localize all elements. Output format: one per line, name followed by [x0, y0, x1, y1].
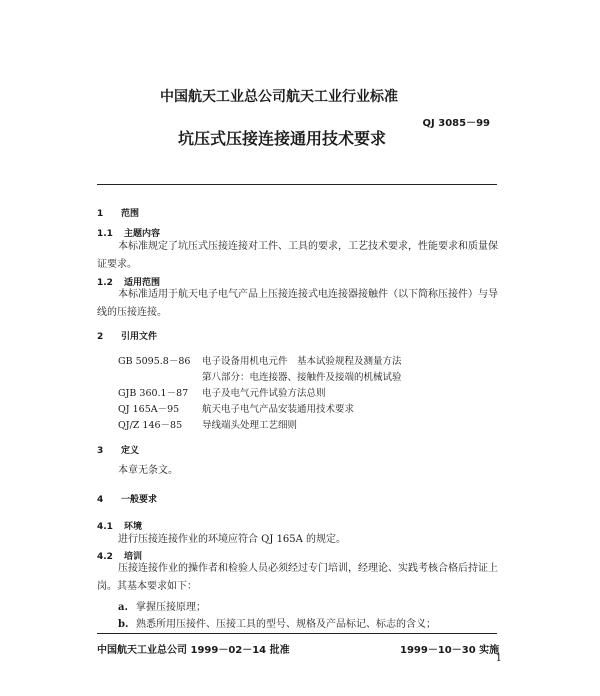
section-3-heading	[97, 443, 139, 456]
section-title: 范围	[121, 209, 140, 219]
reference-title: 电子及电气元件试验方法总则	[202, 388, 326, 399]
list-item-label: b.	[118, 619, 129, 630]
section-number: 1.2	[97, 278, 113, 288]
reference-entry	[118, 353, 402, 367]
reference-code: GB 5095.8－86	[118, 356, 191, 367]
section-1-2-text: 本标准适用于航天电子电气产品上压接连接式电连接器接触件（以下简称压接件）与导线的压接连接。	[97, 289, 498, 318]
reference-title: 电子设备用机电元件 基本试验规程及测量方法	[202, 356, 402, 367]
list-item-text: 熟悉所用压接件、压接工具的型号、规格及产品标记、标志的含义；	[136, 619, 436, 630]
section-title: 引用文件	[121, 332, 158, 342]
section-2-heading	[97, 329, 157, 342]
reference-title: 航天电子电气产品安装通用技术要求	[202, 404, 355, 415]
reference-code: GJB 360.1－87	[118, 388, 189, 399]
reference-code: QJ/Z 146－85	[118, 420, 183, 431]
section-1-heading	[97, 206, 139, 219]
section-title: 主题内容	[124, 229, 161, 239]
reference-entry	[118, 401, 354, 415]
section-number: 4.1	[97, 522, 113, 532]
list-item-text: 掌握压接原理；	[136, 602, 206, 613]
reference-entry	[118, 417, 297, 431]
issuing-organization: 中国航天工业总公司航天工业行业标准	[160, 89, 398, 105]
footer-rule	[97, 633, 497, 634]
list-item	[118, 615, 436, 630]
section-number: 2	[97, 332, 104, 342]
reference-entry	[118, 369, 402, 383]
standard-number: QJ 3085－99	[422, 118, 490, 129]
section-number: 4	[97, 495, 104, 505]
section-number: 1.1	[97, 229, 113, 239]
effective-date-line: 1999－10－30 实施	[400, 645, 500, 656]
header-rule	[97, 184, 497, 185]
reference-entry	[118, 385, 326, 399]
document-title: 坑压式压接连接通用技术要求	[178, 129, 387, 148]
section-title: 适用范围	[124, 278, 161, 288]
section-1-1-text: 本标准规定了坑压式压接连接对工件、工具的要求，工艺技术要求，性能要求和质量保证要求。	[97, 241, 498, 270]
reference-title: 第八部分：电连接器、接触件及接端的机械试验	[202, 372, 402, 383]
list-item-label: a.	[118, 602, 128, 613]
section-number: 3	[97, 446, 104, 456]
page-number: 1	[495, 653, 502, 664]
section-title: 培训	[124, 552, 143, 562]
reference-code: QJ 165A－95	[118, 404, 180, 415]
section-title: 环境	[124, 522, 143, 532]
approval-line: 中国航天工业总公司 1999－02－14 批准	[97, 645, 290, 656]
section-4-heading	[97, 492, 157, 505]
section-number: 4.2	[97, 552, 113, 562]
section-title: 一般要求	[121, 495, 158, 505]
section-3-text: 本章无条文。	[118, 465, 178, 476]
section-4-2-text: 压接连接作业的操作者和检验人员必须经过专门培训，经理论、实践考核合格后持证上岗。其基本要求如下：	[97, 563, 498, 592]
list-item	[118, 598, 206, 613]
section-4-1-text: 进行压接连接作业的环境应符合 QJ 165A 的规定。	[118, 534, 347, 545]
section-number: 1	[97, 209, 104, 219]
reference-title: 导线端头处理工艺细则	[202, 420, 298, 431]
section-title: 定义	[121, 446, 140, 456]
